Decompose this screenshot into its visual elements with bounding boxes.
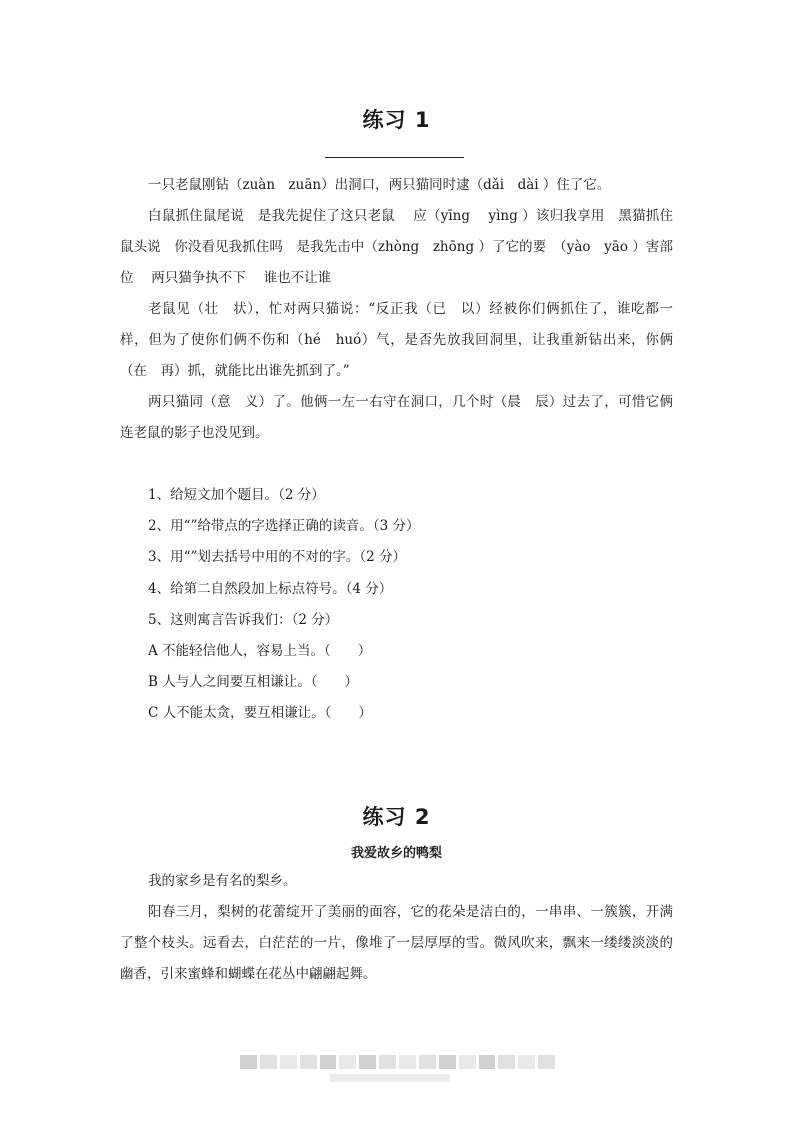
answer-option: A 不能轻信他人，容易上当。（ ） [148, 643, 372, 660]
blurred-footer-line [330, 1074, 450, 1082]
passage-paragraph: 一只老鼠刚钻（zuàn zuān）出洞口，两只猫同时逮（dǎi dài ）住了它。 [148, 177, 611, 193]
exercise2-passage [120, 866, 673, 990]
question-item: 1、给短文加个题目。（2 分） [148, 487, 325, 503]
exercise2-subtitle: 我爱故乡的鸭梨 [350, 846, 442, 861]
blurred-footer [240, 1055, 555, 1069]
question-item: 4、给第二自然段加上标点符号。（4 分） [148, 580, 393, 597]
exercise1-title: 练习 1 [362, 108, 431, 132]
passage-paragraph: 老鼠见（壮 状），忙对两只猫说：“反正我（已 以）经被你们俩抓住了，谁吃都一样，但为了使你们俩不伤和（hé huó）气，是否先放我回洞里，让我重新钻出来，你俩（在 再）抓，就能比出谁先抓到了。” [120, 301, 673, 379]
passage-paragraph: 两只猫同（意 义）了。他俩一左一右守在洞口，几个时（晨 辰）过去了，可惜它俩连老鼠的影子也没见到。 [120, 394, 673, 441]
passage-paragraph: 白鼠抓住鼠尾说 是我先捉住了这只老鼠 应（yīng yìng ）该归我享用 黑猫抓住鼠头说 你没看见我抓住吗 是我先击中（zhòng zhōng ）了它的要 （yào yāo ）害部位 两只猫争执不下 谁也不让谁 [120, 208, 673, 286]
exercise1-questions [120, 480, 673, 730]
passage-paragraph: 我的家乡是有名的梨乡。 [148, 873, 297, 889]
exercise2-title: 练习 2 [362, 805, 431, 829]
question-item: 2、用“”给带点的字选择正确的读音。（3 分） [148, 518, 420, 535]
question-item: 5、这则寓言告诉我们：（2 分） [148, 611, 339, 628]
answer-option: B 人与人之间要互相谦让。（ ） [148, 674, 358, 691]
passage-paragraph: 阳春三月，梨树的花蕾绽开了美丽的面容，它的花朵是洁白的，一串串、一簇簇，开满了整个枝头。远看去，白茫茫的一片，像堆了一层厚厚的雪。微风吹来，飘来一缕缕淡淡的幽香，引来蜜蜂和蝴蝶在花丛中翩翩起舞。 [120, 904, 673, 982]
question-item: 3、用“”划去括号中用的不对的字。（2 分） [148, 549, 407, 566]
title-underline [325, 157, 464, 158]
exercise1-passage [120, 170, 673, 449]
answer-option: C 人不能太贪，要互相谦让。（ ） [148, 705, 372, 722]
